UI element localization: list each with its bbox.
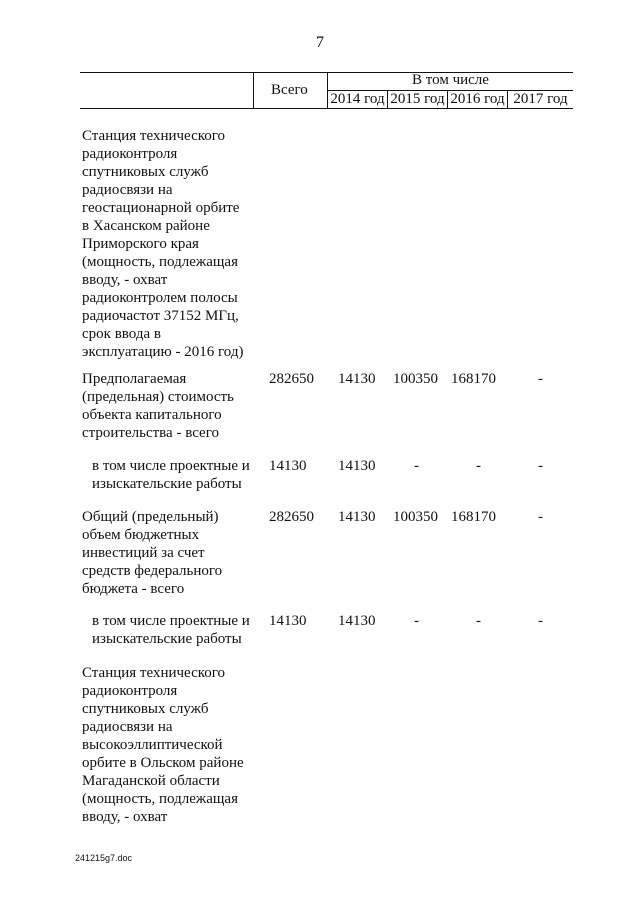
- header-bottom-rule: [80, 108, 573, 109]
- cell-2014: 14130: [338, 371, 376, 387]
- page-number: 7: [316, 34, 324, 51]
- row-label: Общий (предельный) объем бюджетных инвестиций за счет средств федерального бюджета - всего: [82, 509, 223, 597]
- footer-filename: 241215g7.doc: [75, 853, 133, 863]
- section-title: Станция технического радиоконтроля спутниковых служб радиосвязи на геостационарной орбите в Хасанском районе Приморского края (мощность, подлежащая вводу, - охват радиоконтролем полосы радиочастот 37152 МГц, срок ввода в эксплуатацию - 2016 год): [82, 128, 244, 360]
- cell-total: 14130: [269, 458, 307, 474]
- cell-2014: 14130: [338, 458, 376, 474]
- header-including: В том числе: [412, 72, 489, 88]
- cell-2016: 168170: [451, 371, 496, 387]
- cell-2016: 168170: [451, 509, 496, 525]
- header-year-2015: 2015 год: [390, 91, 445, 107]
- cell-2015: -: [414, 613, 419, 629]
- cell-2017: -: [538, 509, 543, 525]
- header-divider-left: [253, 72, 254, 108]
- header-total: Всего: [271, 82, 308, 98]
- header-year-2017: 2017 год: [513, 91, 568, 107]
- cell-2017: -: [538, 613, 543, 629]
- cell-2016: -: [476, 458, 481, 474]
- cell-2015: -: [414, 458, 419, 474]
- cell-2016: -: [476, 613, 481, 629]
- cell-2014: 14130: [338, 613, 376, 629]
- cell-total: 282650: [269, 509, 314, 525]
- cell-total: 282650: [269, 371, 314, 387]
- row-label: в том числе проектные и изыскательские работы: [92, 458, 250, 492]
- cell-total: 14130: [269, 613, 307, 629]
- cell-2017: -: [538, 458, 543, 474]
- header-year-2016: 2016 год: [450, 91, 505, 107]
- cell-2017: -: [538, 371, 543, 387]
- header-year-2014: 2014 год: [330, 91, 385, 107]
- row-label: Предполагаемая (предельная) стоимость объекта капитального строительства - всего: [82, 371, 234, 441]
- cell-2015: 100350: [393, 509, 438, 525]
- cell-2014: 14130: [338, 509, 376, 525]
- cell-2015: 100350: [393, 371, 438, 387]
- row-label: в том числе проектные и изыскательские работы: [92, 613, 250, 647]
- section-title: Станция технического радиоконтроля спутниковых служб радиосвязи на высокоэллиптической орбите в Ольском районе Магаданской области (мощность, подлежащая вводу, - охват: [82, 665, 244, 825]
